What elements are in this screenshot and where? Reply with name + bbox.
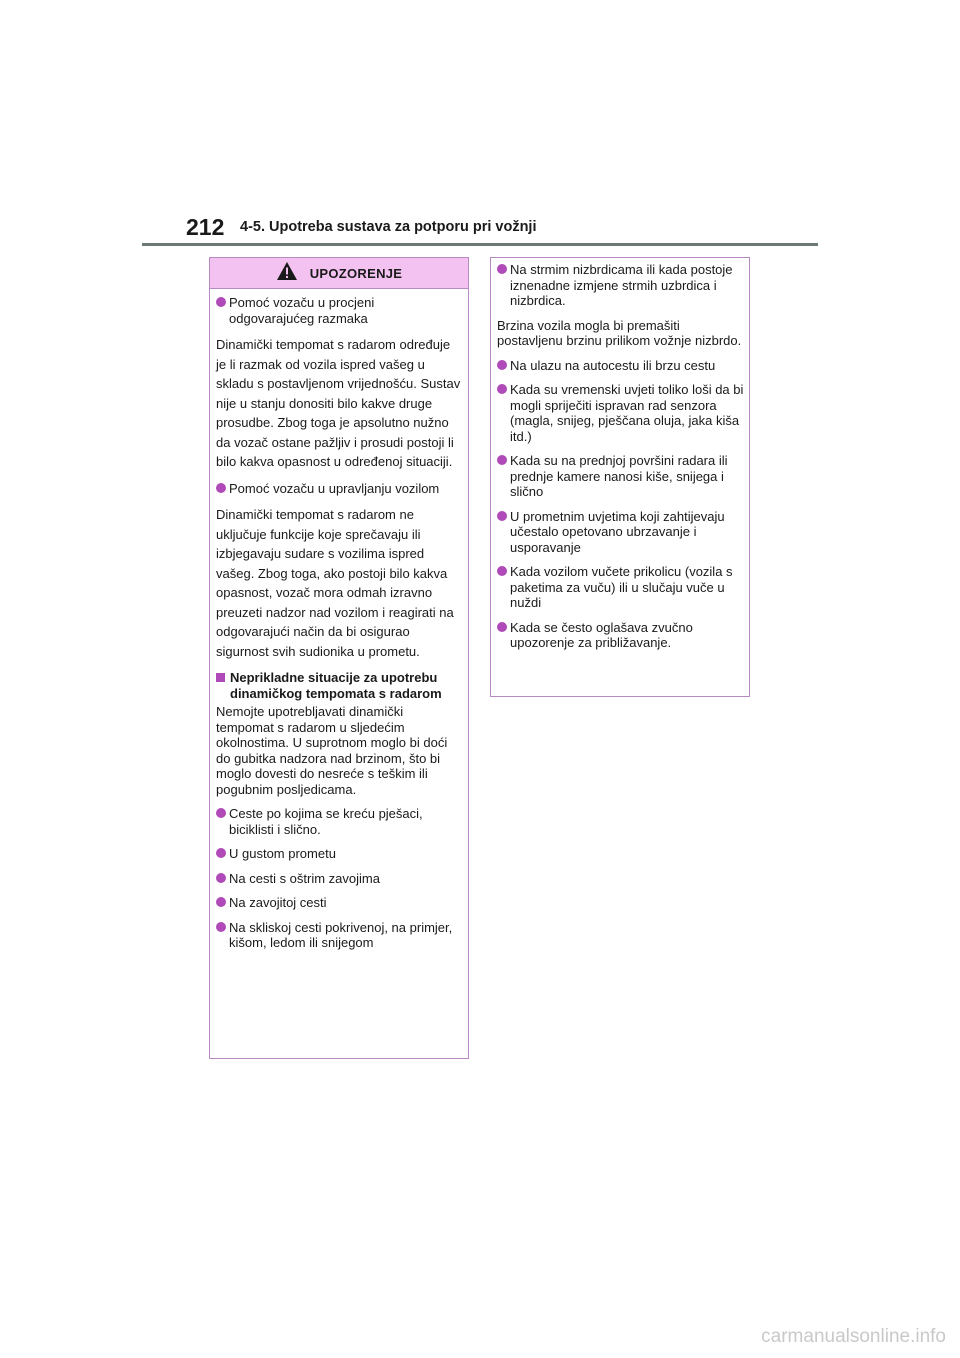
- bullet-item: Na strmim nizbrdicama ili kada postoje iznenadne izmjene strmih uzbrdica i nizbrdica.: [497, 262, 744, 309]
- bullet-item: Kada su vremenski uvjeti toliko loši da bi mogli spriječiti ispravan rad senzora (magla, snijeg, pješčana oluja, jaka kiša itd.): [497, 382, 744, 444]
- bullet-item: Pomoć vozaču u procjeni odgovarajućeg razmaka: [216, 295, 463, 326]
- subheading: Neprikladne situacije za upotrebu dinamičkog tempomata s radarom: [216, 670, 463, 701]
- bullet-item: Ceste po kojima se kreću pješaci, biciklisti i slično.: [216, 806, 463, 837]
- header-rule: [142, 243, 818, 246]
- bullet-item: Kada vozilom vučete prikolicu (vozila s paketima za vuču) ili u slučaju vuče u nuždi: [497, 564, 744, 611]
- paragraph: Brzina vozila mogla bi premašiti postavljenu brzinu prilikom vožnje nizbrdo.: [497, 317, 742, 348]
- warning-box: [209, 257, 469, 1059]
- bullet-item: Na skliskoj cesti pokrivenoj, na primjer, kišom, ledom ili snijegom: [216, 920, 463, 951]
- warning-box-continued: [490, 257, 750, 697]
- watermark: carmanualsonline.info: [761, 1326, 946, 1347]
- bullet-item: U gustom prometu: [216, 846, 463, 862]
- page-number: 212: [186, 214, 225, 240]
- paragraph: Dinamički tempomat s radarom ne uključuje funkcije koje sprečavaju ili izbjegavaju sudare s vozilima ispred vašeg. Zbog toga, ako postoji bilo kakva opasnost, vozač mora odmah izravno preuzeti nadzor nad vozilom i reagirati na odgovarajući način da bi osigurao sigurnost svih sudionika u prometu.: [216, 507, 454, 659]
- bullet-item: Na ulazu na autocestu ili brzu cestu: [497, 358, 744, 374]
- bullet-item: Na cesti s oštrim zavojima: [216, 871, 463, 887]
- bullet-item: Na zavojitoj cesti: [216, 895, 463, 911]
- section-title: 4-5. Upotreba sustava za potporu pri vožnji: [240, 219, 537, 235]
- warning-content-right: [491, 258, 749, 651]
- bullet-item: Pomoć vozaču u upravljanju vozilom: [216, 481, 463, 497]
- paragraph: Nemojte upotrebljavati dinamički tempomat s radarom u sljedećim okolnostima. U suprotnom moglo bi doći do gubitka nadzora nad brzinom, što bi moglo dovesti do nesreće s teškim ili pogubnim posljedicama.: [216, 704, 448, 797]
- warning-header: [210, 258, 468, 289]
- bullet-item: U prometnim uvjetima koji zahtijevaju učestalo opetovano ubrzavanje i usporavanje: [497, 509, 744, 556]
- warning-title: UPOZORENJE: [309, 265, 403, 281]
- warning-content-left: [210, 289, 468, 951]
- bullet-item: Kada su na prednjoj površini radara ili prednje kamere nanosi kiše, snijega i slično: [497, 453, 744, 500]
- bullet-item: Kada se često oglašava zvučno upozorenje za približavanje.: [497, 620, 744, 651]
- paragraph: Dinamički tempomat s radarom određuje je li razmak od vozila ispred vašeg u skladu s postavljenom vrijednošću. Sustav nije u stanju donositi bilo kakve druge prosudbe. Zbog toga je apsolutno nužno da vozač ostane pažljiv i prosudi postoji li bilo kakva opasnost u određenoj situaciji.: [216, 337, 461, 469]
- warning-triangle-icon: [276, 261, 298, 286]
